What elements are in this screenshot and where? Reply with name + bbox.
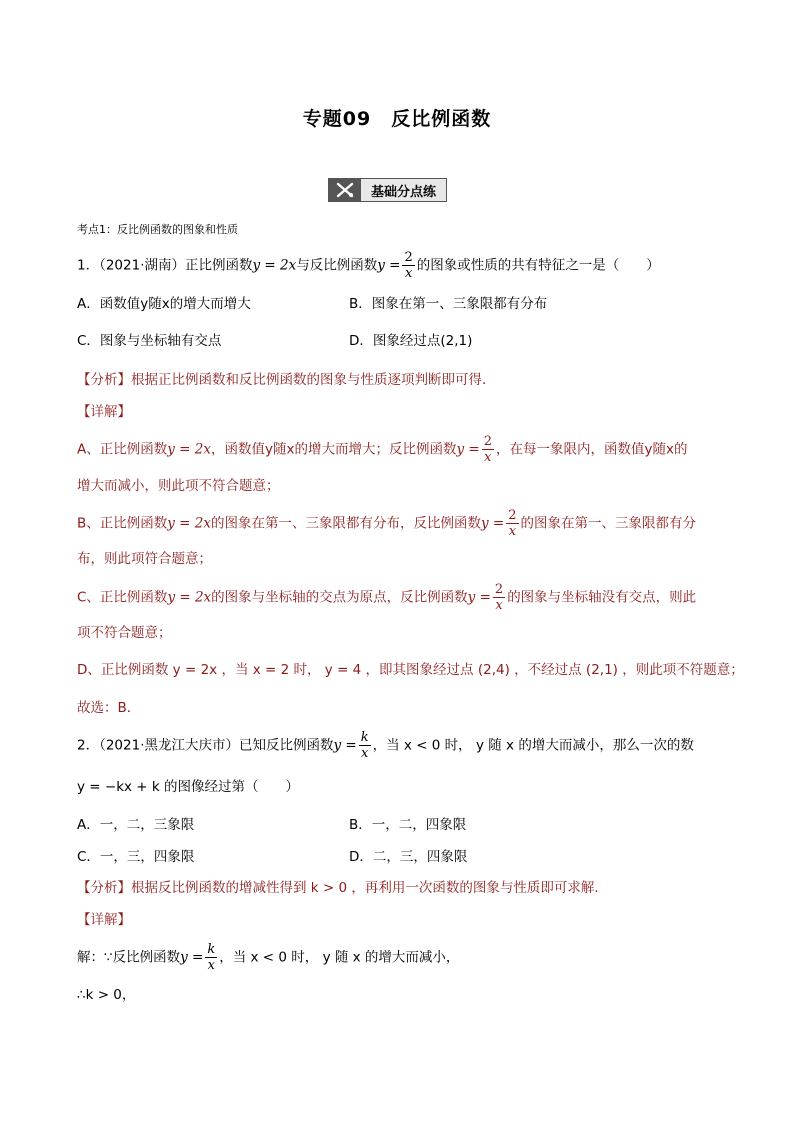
fraction	[493, 582, 505, 613]
q1-detail-c-line1	[77, 582, 696, 613]
fraction-numerator: 2	[494, 582, 504, 597]
q2-solution-line1	[77, 942, 459, 973]
fraction	[402, 250, 414, 281]
page-title: 专题09 反比例函数	[302, 108, 492, 130]
q2-stem-part: ，当 x < 0 时， y 随 x 的增大而减小，那么一次的数	[372, 737, 694, 754]
q1-analysis: 【分析】根据正比例函数和反比例函数的图象与性质逐项判断即可得．	[77, 372, 496, 388]
q1-option-b: B．图象在第一、三象限都有分布	[349, 296, 548, 312]
text-part: 的图象与坐标轴的交点为原点，反比例函数	[211, 589, 468, 606]
q2-option-d: D．二，三，四象限	[349, 849, 468, 865]
q2-option-a: A．一，二，三象限	[77, 817, 195, 833]
fraction	[359, 730, 371, 761]
fraction-denominator: x	[404, 266, 413, 281]
q1-option-c: C．图象与坐标轴有交点	[77, 333, 222, 349]
section-badge-label: 基础分点练	[361, 179, 446, 201]
q1-eq1: y = 2x	[167, 515, 211, 532]
fraction-denominator: x	[207, 958, 215, 973]
fraction-denominator: x	[484, 450, 492, 465]
text-part: C、正比例函数	[77, 589, 168, 606]
q2-option-c: C．一，三，四象限	[77, 849, 195, 865]
q1-yeq: y =	[377, 257, 401, 274]
q1-yeq: y =	[467, 589, 491, 606]
q1-detail-c-line2: 项不符合题意；	[77, 625, 172, 641]
q1-option-a: A．函数值y随x的增大而增大	[77, 296, 251, 312]
fraction-numerator: k	[360, 730, 369, 745]
q1-option-d: D．图象经过点(2,1)	[349, 333, 473, 349]
tools-icon	[329, 179, 361, 201]
fraction	[506, 508, 518, 539]
q2-yeq: y =	[333, 737, 357, 754]
fraction-denominator: x	[361, 746, 369, 761]
q1-detail-label: 【详解】	[77, 404, 131, 420]
q1-yeq: y =	[456, 441, 480, 458]
fraction	[205, 942, 217, 973]
question-1-stem	[77, 250, 660, 281]
text-part: ，当 x < 0 时， y 随 x 的增大而减小，	[219, 949, 460, 966]
section-badge	[328, 178, 447, 202]
text-part: B、正比例函数	[77, 515, 168, 532]
q1-eq1: y = 2x	[167, 441, 211, 458]
topic-heading: 考点1：反比例函数的图象和性质	[77, 223, 238, 236]
text-part: A、正比例函数	[77, 441, 168, 458]
text-part: 解：∵反比例函数	[77, 949, 181, 966]
q2-stem-part: 2．（2021·黑龙江大庆市）已知反比例函数	[77, 737, 334, 754]
q1-stem-part: 1．（2021·湖南）正比例函数	[77, 257, 253, 274]
q2-option-b: B．一，二，四象限	[349, 817, 467, 833]
q1-detail-b-line2: 布，则此项符合题意；	[77, 551, 212, 567]
fraction-numerator: 2	[508, 508, 517, 523]
q1-answer: 故选：B．	[77, 700, 141, 716]
q1-detail-b-line1	[77, 508, 696, 539]
q1-yeq: y =	[481, 515, 505, 532]
q2-solution-line2: ∴k > 0，	[77, 987, 136, 1003]
text-part: ，函数值y随x的增大而增大；反比例函数	[210, 441, 457, 458]
fraction-denominator: x	[508, 524, 517, 539]
question-2-stem	[77, 730, 694, 761]
text-part: 的图象与坐标轴没有交点，则此	[507, 589, 697, 606]
q1-stem-part: 的图象或性质的共有特征之一是（ ）	[416, 257, 660, 274]
q1-stem-part: 与反比例函数	[296, 257, 378, 274]
q2-yeq: y =	[180, 949, 204, 966]
q2-detail-label: 【详解】	[77, 912, 131, 928]
question-2-stem-line2: y = −kx + k 的图像经过第（ ）	[77, 779, 300, 795]
fraction-numerator: 2	[483, 434, 492, 449]
q1-detail-a-line1	[77, 434, 687, 465]
fraction-numerator: k	[207, 942, 216, 957]
text-part: 的图象在第一、三象限都有分	[520, 515, 697, 532]
fraction-denominator: x	[495, 598, 503, 613]
q1-eq1: y = 2x	[167, 589, 212, 606]
text-part: 的图象在第一、三象限都有分布，反比例函数	[211, 515, 481, 532]
q1-detail-d: D、正比例函数 y = 2x ，当 x = 2 时， y = 4 ，即其图象经过点 (2,4) ，不经过点 (2,1) ，则此项不符题意；	[77, 662, 744, 678]
fraction	[482, 434, 494, 465]
q1-eq1: y = 2x	[252, 257, 297, 274]
q1-detail-a-line2: 增大而减小，则此项不符合题意；	[77, 478, 280, 494]
q2-analysis: 【分析】根据反比例函数的增减性得到 k > 0 ，再利用一次函数的图象与性质即可求解．	[77, 880, 608, 896]
text-part: ，在每一象限内，函数值y随x的	[495, 441, 688, 458]
fraction-numerator: 2	[404, 250, 413, 265]
